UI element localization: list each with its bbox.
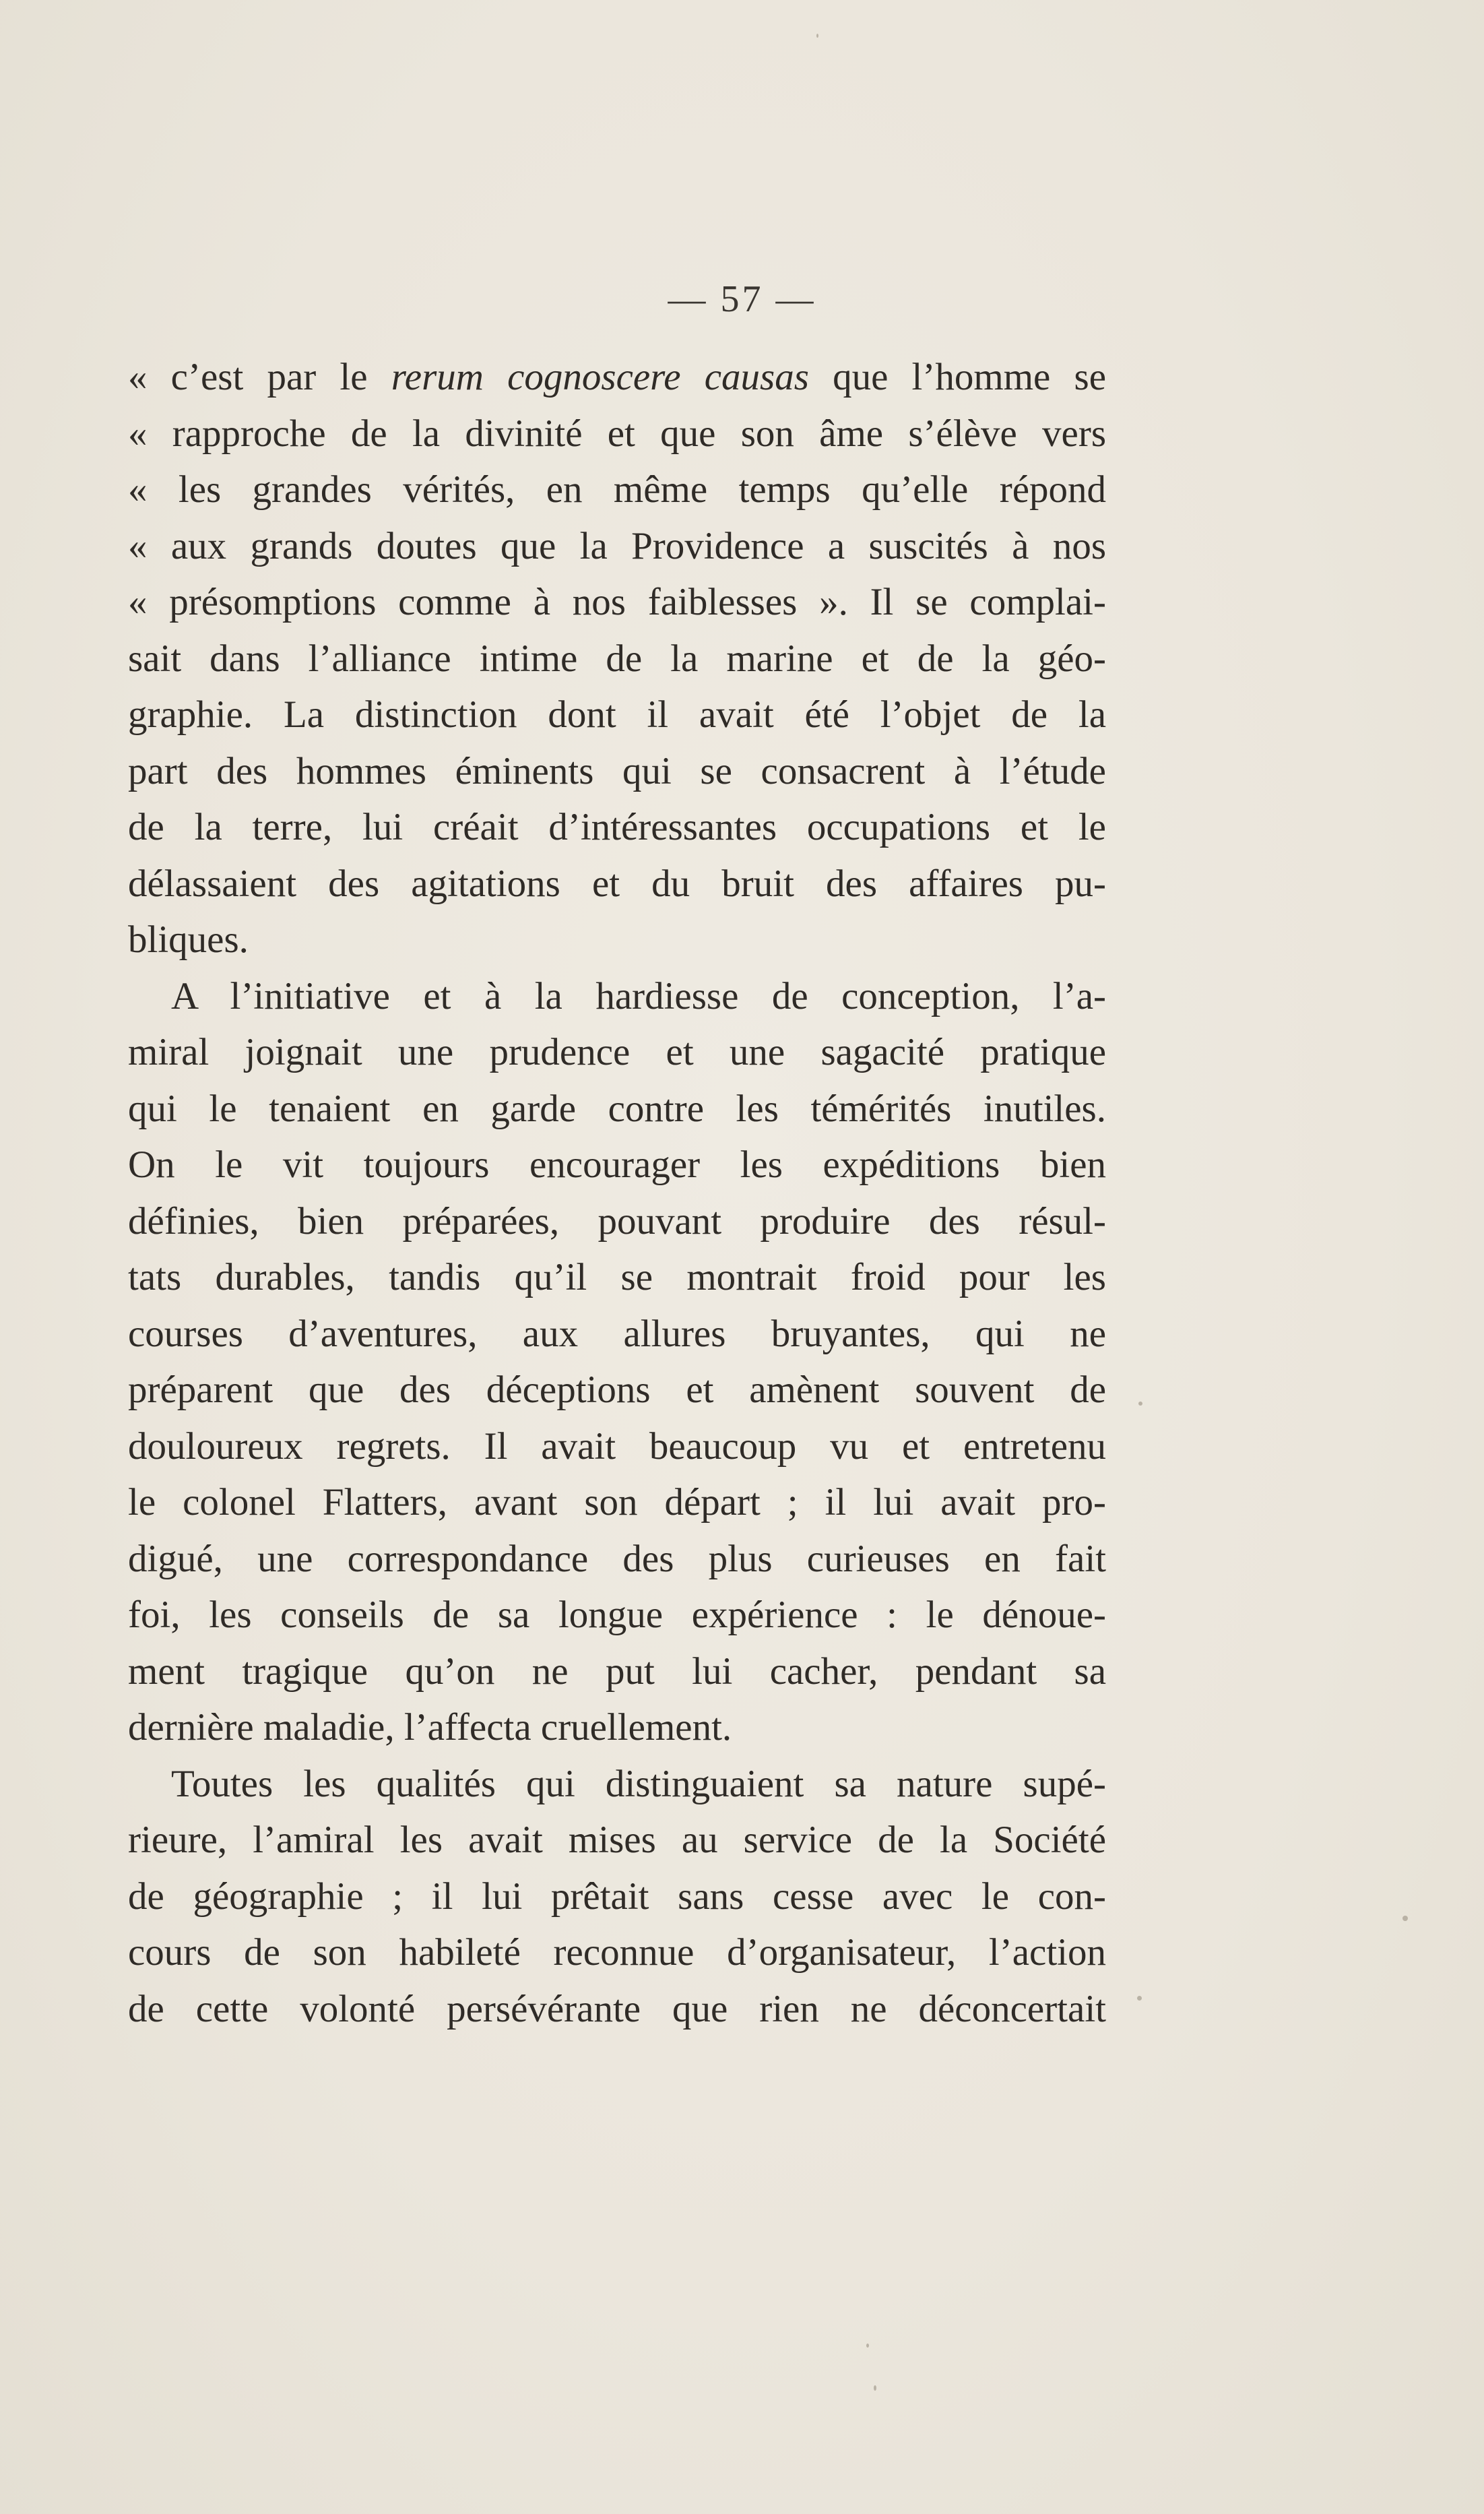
paragraph-1 (128, 349, 1106, 968)
text-line: On le vit toujours encourager les expéditions bien (128, 1143, 1106, 1186)
text-line: « les grandes vérités, en même temps qu’elle répond (128, 468, 1106, 511)
text-line: digué, une correspondance des plus curieuses en fait (128, 1537, 1106, 1580)
text-line: sait dans l’alliance intime de la marine et de la géo- (128, 637, 1106, 680)
text-line: foi, les conseils de sa longue expérience : le dénoue- (128, 1594, 1106, 1636)
text-line: dernière maladie, l’affecta cruellement. (128, 1706, 732, 1749)
text-line: rieure, l’amiral les avait mises au service de la Société (128, 1819, 1106, 1861)
text-line: « présomptions comme à nos faiblesses ». Il se complai- (128, 581, 1106, 623)
paper-speck (816, 34, 818, 38)
text-line: de géographie ; il lui prêtait sans cesse avec le con- (128, 1875, 1106, 1918)
text-line: « aux grands doutes que la Providence a suscités à nos (128, 524, 1106, 567)
text-line: « c’est par le rerum cognoscere causas que l’homme se (128, 356, 1107, 398)
text-line: miral joignait une prudence et une sagacité pratique (128, 1031, 1106, 1073)
text-line: préparent que des déceptions et amènent souvent de (128, 1369, 1106, 1411)
text-line: A l’initiative et à la hardiesse de conception, l’a- (171, 974, 1106, 1017)
body-text (128, 349, 1106, 2037)
paper-speck (874, 2385, 876, 2391)
text-line: le colonel Flatters, avant son départ ; il lui avait pro- (128, 1481, 1106, 1523)
text-line: graphie. La distinction dont il avait été l’objet de la (128, 693, 1106, 736)
paper-speck (1137, 1996, 1142, 2001)
text-line: de la terre, lui créait d’intéressantes occupations et le (128, 806, 1106, 848)
text-line: ment tragique qu’on ne put lui cacher, pendant sa (128, 1649, 1106, 1693)
paper-speck (1138, 1402, 1142, 1406)
text-line: qui le tenaient en garde contre les témérités inutiles. (128, 1087, 1106, 1130)
latin-phrase: rerum cognoscere causas (391, 356, 809, 398)
text-line: cours de son habileté reconnue d’organisateur, l’action (128, 1931, 1106, 1974)
text-line: courses d’aventures, aux allures bruyantes, qui ne (128, 1312, 1106, 1355)
page-number: — 57 — (668, 278, 816, 320)
text-line: Toutes les qualités qui distinguaient sa nature supé- (171, 1762, 1106, 1805)
text-line: bliques. (128, 918, 249, 961)
paper-speck (866, 2344, 869, 2348)
text-line: tats durables, tandis qu’il se montrait froid pour les (128, 1256, 1106, 1298)
text-line: délassaient des agitations et du bruit des affaires pu- (128, 862, 1106, 905)
text-line: part des hommes éminents qui se consacrent à l’étude (128, 749, 1106, 792)
paper-speck (1402, 1916, 1408, 1921)
paragraph-3 (128, 1756, 1106, 2038)
paragraph-2 (128, 968, 1106, 1756)
text-line: douloureux regrets. Il avait beaucoup vu et entretenu (128, 1424, 1106, 1468)
text-line: de cette volonté persévérante que rien ne déconcertait (128, 1987, 1106, 2030)
text-line: « rapproche de la divinité et que son âme s’élève vers (128, 412, 1106, 455)
text-line: définies, bien préparées, pouvant produire des résul- (128, 1199, 1106, 1243)
